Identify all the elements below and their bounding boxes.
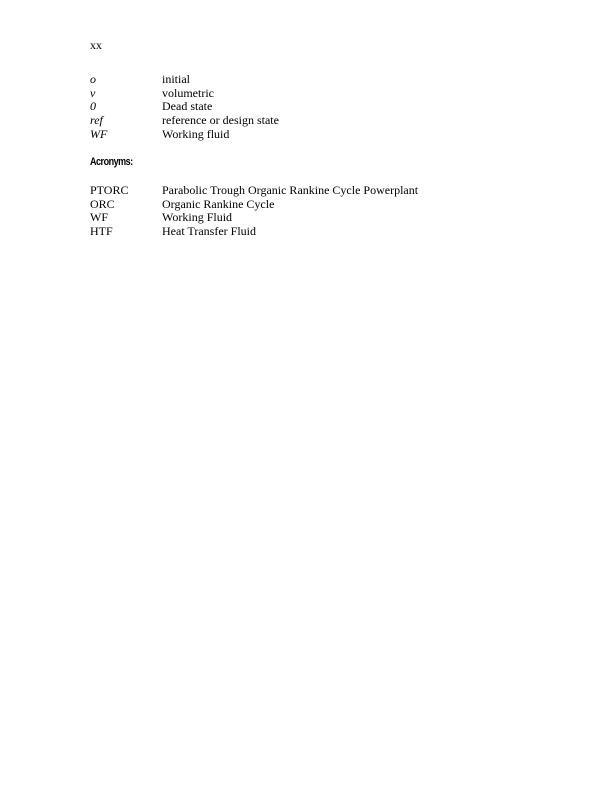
acronym-term: PTORC <box>90 183 129 197</box>
subscript-symbol: o <box>90 72 96 86</box>
acronym-entry <box>90 225 530 239</box>
acronym-term: HTF <box>90 224 113 239</box>
acronym-definition: Parabolic Trough Organic Rankine Cycle Powerplant <box>162 183 419 197</box>
acronym-list <box>90 184 530 239</box>
subscript-definition: volumetric <box>162 85 214 100</box>
acronym-term: ORC <box>90 196 115 211</box>
subscript-entry <box>90 128 530 142</box>
subscript-entry <box>90 87 530 101</box>
subscript-symbol: 0 <box>90 99 96 114</box>
subscript-symbol: v <box>90 85 96 100</box>
subscript-entry <box>90 73 530 87</box>
subscript-symbol: WF <box>90 126 108 141</box>
acronym-entry <box>90 184 530 198</box>
subscript-definition: initial <box>162 72 190 86</box>
acronym-entry <box>90 198 530 212</box>
subscript-symbol: ref <box>90 113 103 128</box>
acronym-entry <box>90 211 530 225</box>
acronym-definition: Organic Rankine Cycle <box>162 196 275 211</box>
subscript-definition: Working fluid <box>162 126 230 141</box>
subscript-entry <box>90 114 530 128</box>
acronyms-heading: Acronyms: <box>90 156 133 168</box>
subscript-list <box>90 73 530 141</box>
acronym-term: WF <box>90 210 108 225</box>
page-number: xx <box>90 38 102 52</box>
subscript-definition: Dead state <box>162 99 213 114</box>
acronym-definition: Heat Transfer Fluid <box>162 224 256 239</box>
subscript-entry <box>90 100 530 114</box>
subscript-definition: reference or design state <box>162 113 279 128</box>
acronym-definition: Working Fluid <box>162 210 233 225</box>
